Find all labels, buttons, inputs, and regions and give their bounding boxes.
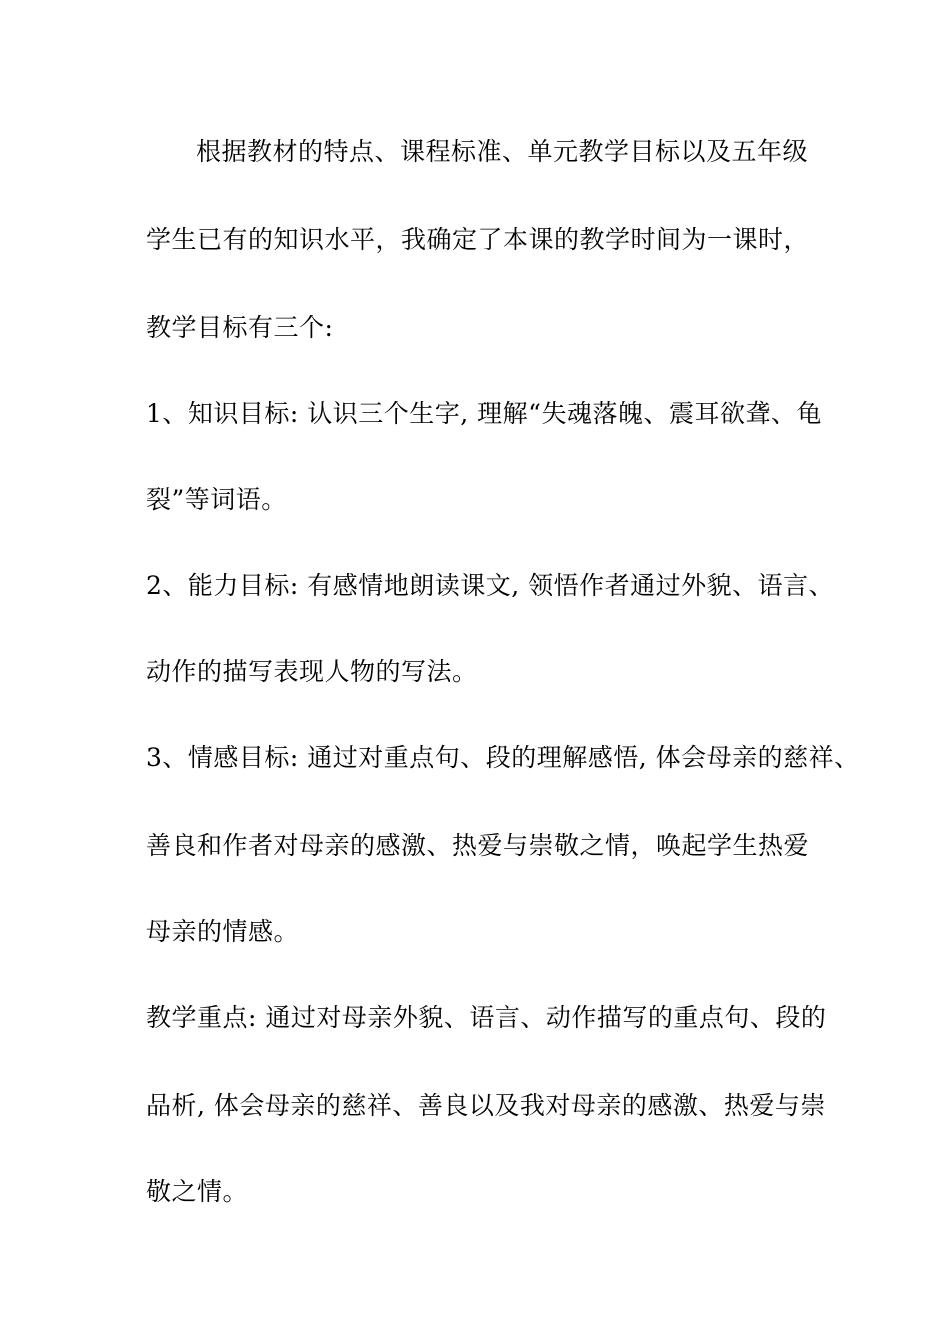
teaching-focus-line-3: 敬之情。 [146,1177,249,1206]
knowledge-goal-line-1: 1、知识目标: 认识三个生字, 理解“失魂落魄、震耳欲聋、龟 [146,399,822,428]
paragraph-intro-line-2: 学生已有的知识水平，我确定了本课的教学时间为一课时， [146,225,810,254]
ability-goal-line-1: 2、能力目标: 有感情地朗读课文, 领悟作者通过外貌、语言、 [146,571,835,600]
emotion-goal-line-1: 3、情感目标: 通过对重点句、段的理解感悟, 体会母亲的慈祥、 [146,743,860,772]
teaching-focus-line-1: 教学重点: 通过对母亲外貌、语言、动作描写的重点句、段的 [146,1003,827,1032]
ability-goal-line-2: 动作的描写表现人物的写法。 [146,657,478,686]
emotion-goal-line-3: 母亲的情感。 [146,917,300,946]
knowledge-goal-line-2: 裂”等词语。 [146,485,287,514]
teaching-focus-line-2: 品析, 体会母亲的慈祥、善良以及我对母亲的感激、热爱与崇 [146,1091,826,1120]
emotion-goal-line-2: 善良和作者对母亲的感激、热爱与崇敬之情，唤起学生热爱 [146,831,810,860]
paragraph-intro-line-1: 根据教材的特点、课程标准、单元教学目标以及五年级 [196,137,809,166]
paragraph-intro-line-3: 教学目标有三个: [146,313,334,342]
